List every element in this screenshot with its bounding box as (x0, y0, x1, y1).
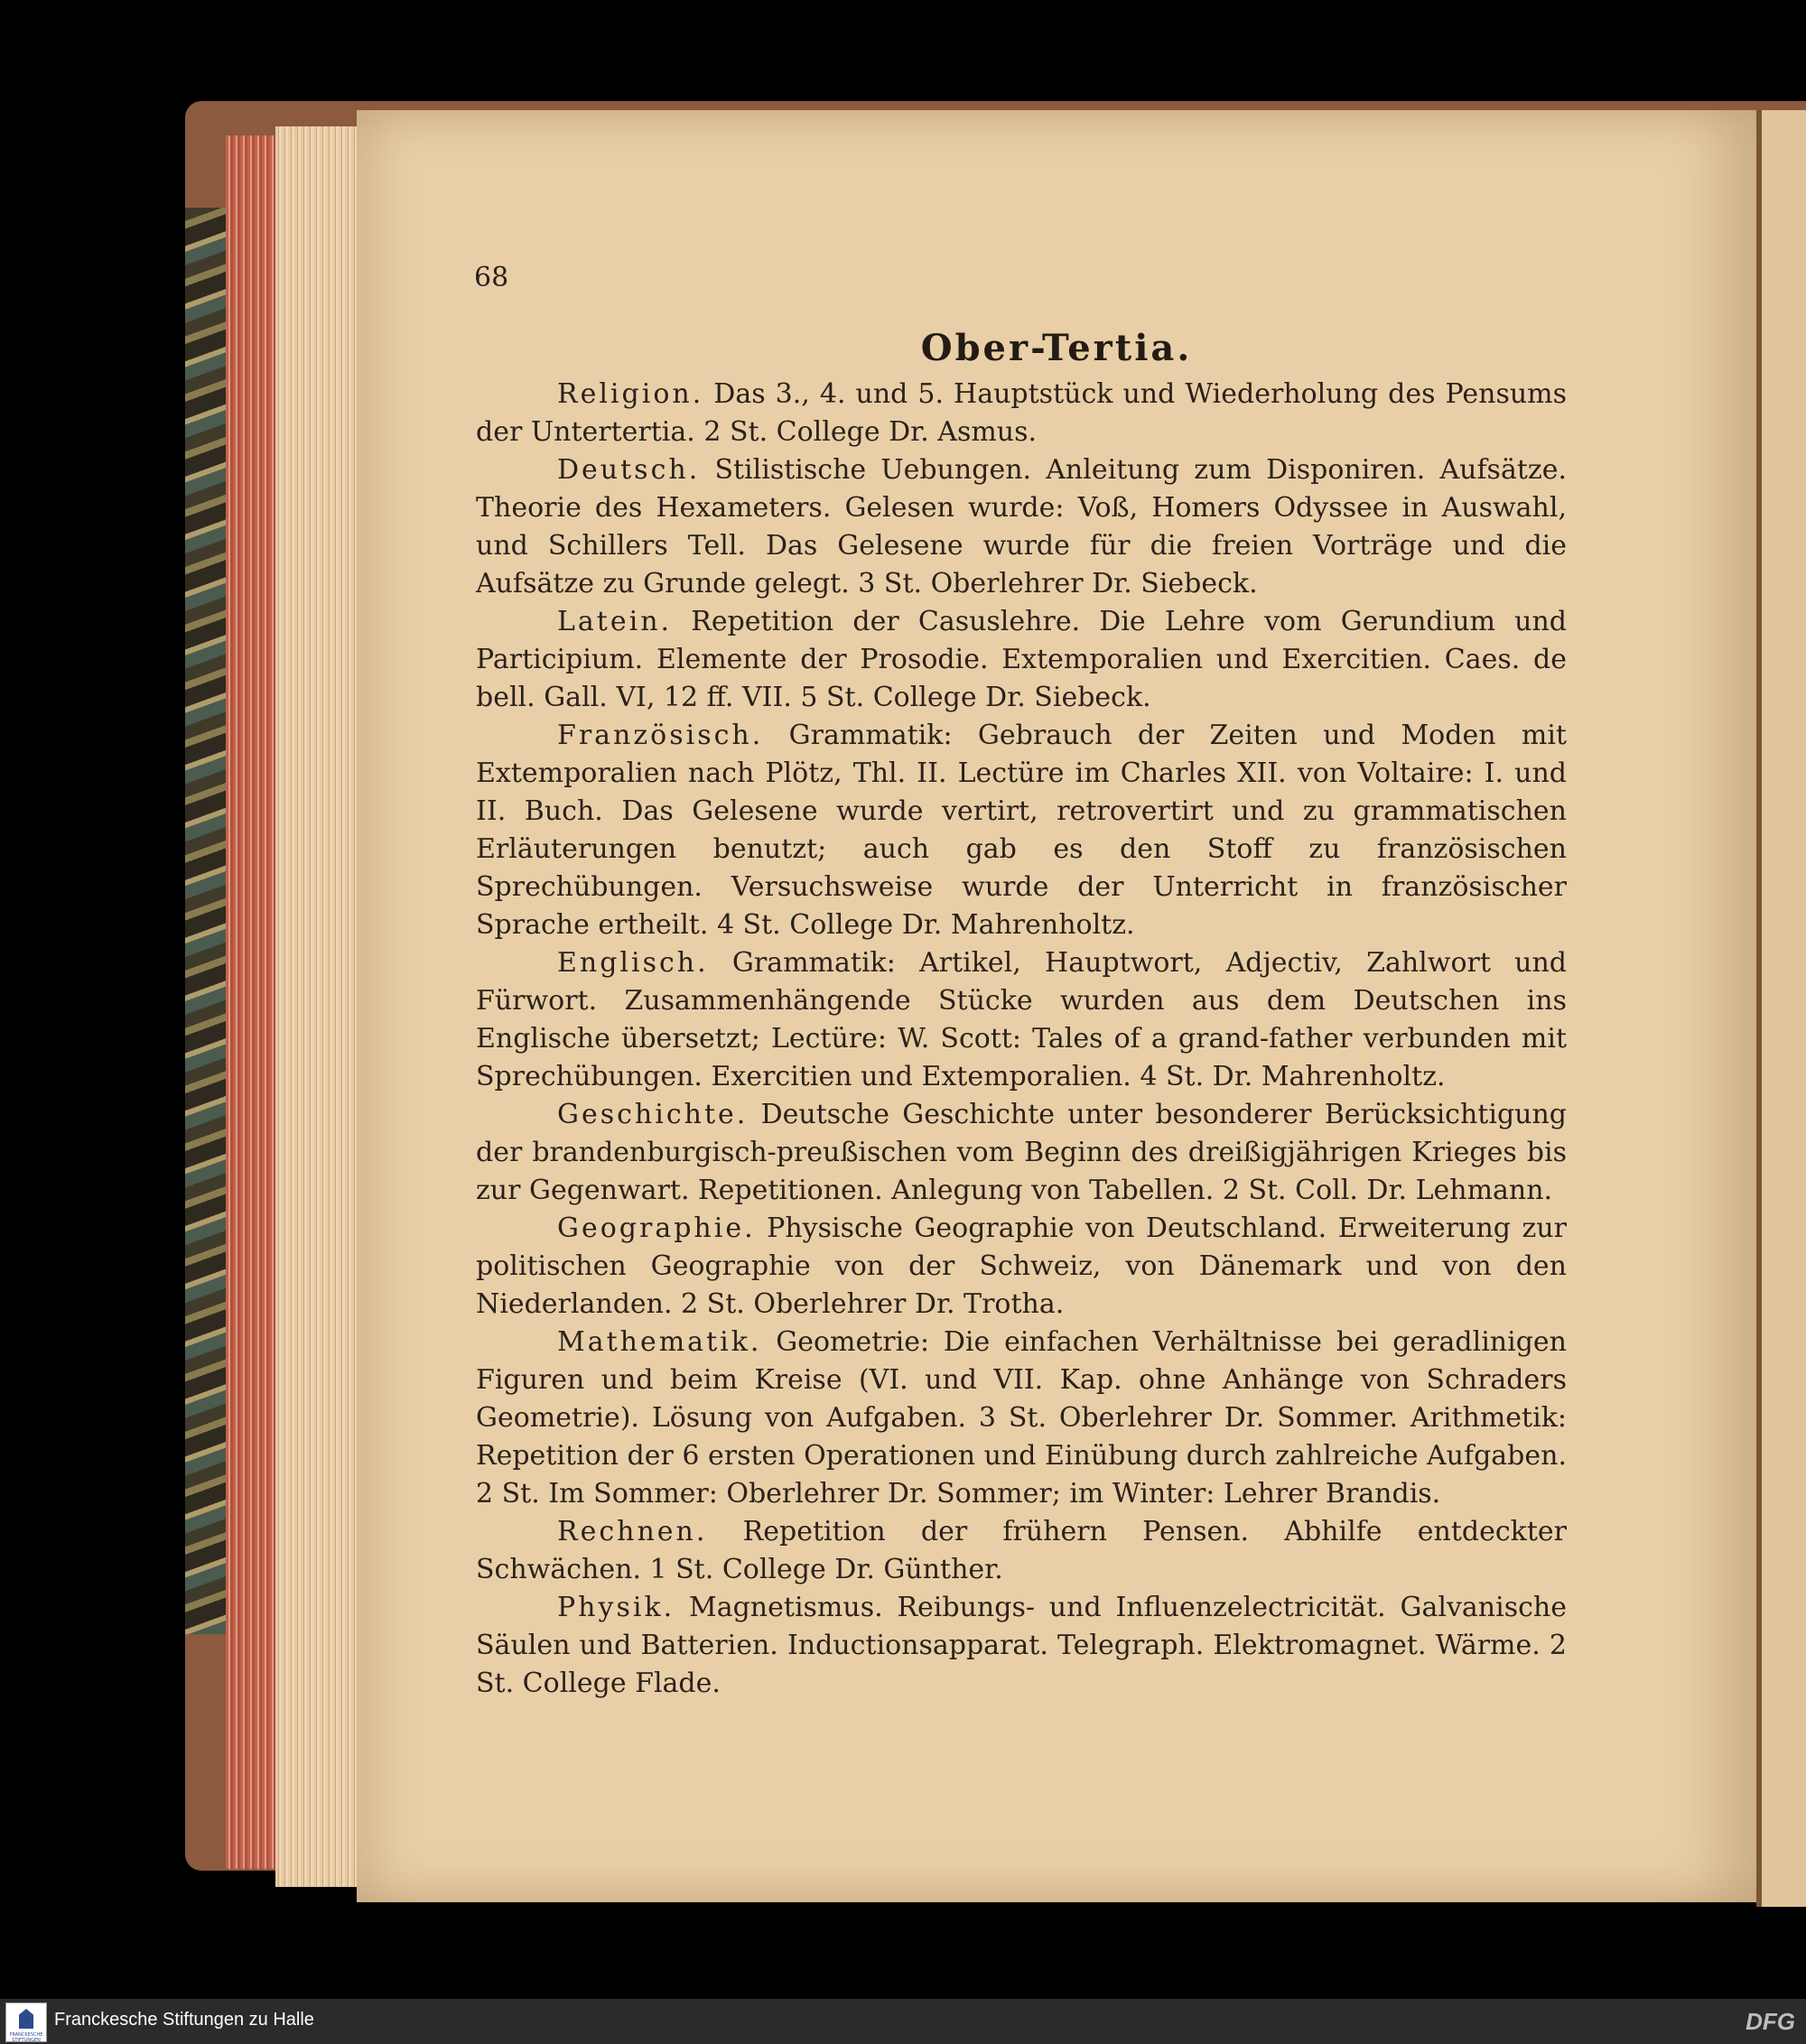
paragraph-text: Grammatik: Gebrauch der Zeiten und Moden mit Extemporalien nach Plötz, Thl. II. Lectüre im Charles XII. von Voltaire: I. und II. Buch. Das Gelesene wurde vertirt, retrovertirt und zu grammatischen Erläuterungen benutzt; auch gab es den Stoff zu französischen Sprechübungen. Versuchsweise wurde der Unterricht in französischer Sprache ertheilt. 4 St. College Dr. Mahrenholtz. (476, 720, 1567, 941)
subject-label: Religion. (557, 378, 704, 410)
paragraph (476, 1589, 1567, 1703)
subject-label: Französisch. (557, 720, 764, 751)
subject-label: Latein. (557, 606, 673, 637)
paragraph (476, 1096, 1567, 1210)
subject-label: Geographie. (557, 1212, 756, 1244)
logo-text: FRANCKESCHE STIFTUNGEN (9, 2032, 43, 2043)
page-edge-red (226, 135, 280, 1869)
subject-label: Geschichte. (557, 1099, 749, 1130)
paragraph (476, 376, 1567, 451)
viewer-footer (0, 1999, 1806, 2044)
paragraph-text: Grammatik: Artikel, Hauptwort, Adjectiv, Zahlwort und Fürwort. Zusammenhängende Stücke wurden aus dem Deutschen ins Englische übersetzt; Lectüre: W. Scott: Tales of a grand-father verbunden mit Sprechübungen. Exercitien und Extemporalien. 4 St. Dr. Mahrenholtz. (476, 947, 1567, 1092)
paragraph-text: Physische Geographie von Deutschland. Erweiterung zur politischen Geographie von der Schweiz, von Dänemark und von den Niederlanden. 2 St. Oberlehrer Dr. Trotha. (476, 1212, 1567, 1320)
paragraph-text: Magnetismus. Reibungs- und Influenzelectricität. Galvanische Säulen und Batterien. Inductionsapparat. Telegraph. Elektromagnet. Wärme. 2 St. College Flade. (476, 1592, 1567, 1699)
subject-label: Englisch. (557, 947, 709, 979)
paragraph (476, 944, 1567, 1096)
paragraph-text: Stilistische Uebungen. Anleitung zum Disponiren. Aufsätze. Theorie des Hexameters. Gelesen wurde: Voß, Homers Odyssee in Auswahl, und Schillers Tell. Das Gelesene wurde für die freien Vorträge und die Aufsätze zu Grunde gelegt. 3 St. Oberlehrer Dr. Siebeck. (476, 454, 1567, 599)
institution-name: Franckesche Stiftungen zu Halle (54, 2010, 314, 2030)
subject-label: Rechnen. (557, 1516, 708, 1547)
dfg-logo[interactable]: DFG (1745, 2008, 1795, 2035)
paragraph-text: Deutsche Geschichte unter besonderer Berücksichtigung der brandenburgisch-preußischen vom Beginn des dreißigjährigen Krieges bis zur Gegenwart. Repetitionen. Anlegung von Tabellen. 2 St. Coll. Dr. Lehmann. (476, 1099, 1567, 1206)
subject-label: Mathematik. (557, 1326, 762, 1358)
book-page (357, 110, 1756, 1902)
paragraph (476, 1210, 1567, 1324)
marbled-endpaper (185, 208, 230, 1634)
paragraph-text: Repetition der Casuslehre. Die Lehre vom Gerundium und Participium. Elemente der Prosodie. Extemporalien und Exercitien. Caes. de bell. Gall. VI, 12 ff. VII. 5 St. College Dr. Siebeck. (476, 606, 1567, 713)
building-icon (19, 2009, 33, 2029)
subject-label: Physik. (557, 1592, 675, 1623)
paragraph (476, 1513, 1567, 1589)
paragraph (476, 717, 1567, 944)
page-number: 68 (474, 262, 509, 293)
subject-label: Deutsch. (557, 454, 701, 486)
paragraph (476, 1324, 1567, 1513)
page-edges (275, 126, 361, 1887)
page-content (476, 376, 1567, 1703)
paragraph-text: Das 3., 4. und 5. Hauptstück und Wiederholung des Pensums der Untertertia. 2 St. College Dr. Asmus. (476, 378, 1567, 448)
institution-logo[interactable] (5, 2002, 47, 2042)
paragraph (476, 451, 1567, 603)
paragraph (476, 603, 1567, 717)
paragraph-text: Geometrie: Die einfachen Verhältnisse bei geradlinigen Figuren und beim Kreise (VI. und VII. Kap. ohne Anhänge von Schraders Geometrie). Lösung von Aufgaben. 3 St. Oberlehrer Dr. Sommer. Arithmetik: Repetition der 6 ersten Operationen und Einübung durch zahlreiche Aufgaben. 2 St. Im Sommer: Oberlehrer Dr. Sommer; im Winter: Lehrer Brandis. (476, 1326, 1567, 1510)
facing-page-edge (1756, 110, 1806, 1907)
paragraph-text: Repetition der frühern Pensen. Abhilfe entdeckter Schwächen. 1 St. College Dr. Günther. (476, 1516, 1568, 1585)
page-heading: Ober-Tertia. (920, 327, 1193, 369)
